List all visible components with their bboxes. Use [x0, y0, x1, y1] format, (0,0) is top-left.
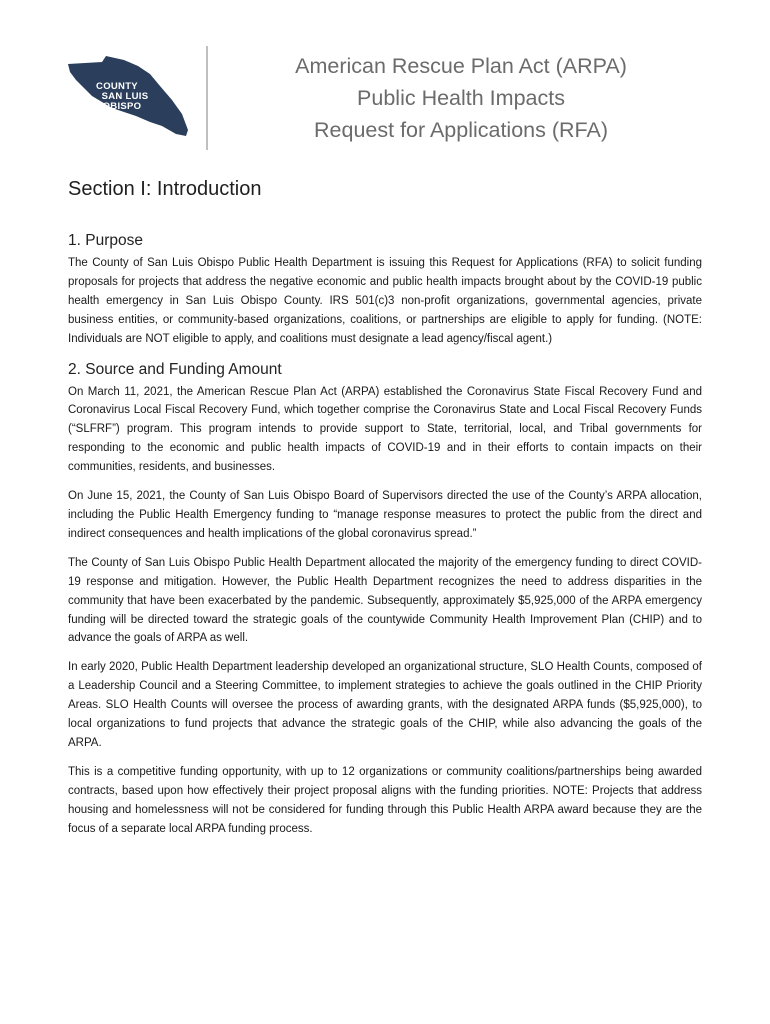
logo-text-line1: COUNTY: [96, 81, 138, 92]
title-line-1: American Rescue Plan Act (ARPA): [295, 54, 627, 78]
document-title: [238, 50, 684, 146]
county-logo: [64, 56, 192, 142]
funding-paragraph-2: On June 15, 2021, the County of San Luis Obispo Board of Supervisors directed the use of the County’s ARPA allocation, including the Public Health Emergency funding to “manage response measures to protect the public from the direct and indirect consequences and health implications of the global coronavirus spread.”: [68, 490, 702, 540]
document-header: [0, 0, 770, 160]
purpose-paragraph: The County of San Luis Obispo Public Health Department is issuing this Request for Applications (RFA) to solicit funding proposals for projects that address the negative economic and public health impacts brought about by the COVID-19 public health emergency in San Luis Obispo County. IRS 501(c)3 non-profit organizations, governmental agencies, private business entities, or community-based organizations, coalitions, or partnerships are eligible to apply for funding. (NOTE: Individuals are NOT eligible to apply, and coalitions must designate a lead agency/fiscal agent.): [68, 257, 702, 345]
logo-text-line3: OBISPO: [102, 101, 142, 112]
funding-paragraph-4: In early 2020, Public Health Department leadership developed an organizational structure, SLO Health Counts, composed of a Leadership Council and a Steering Committee, to implement strategies to achieve the goals outlined in the CHIP Priority Areas. SLO Health Counts will oversee the process of awarding grants, with the designated ARPA funds ($5,925,000), to local organizations to fund projects that advance the strategic goals of the CHIP, while also advancing the goals of the ARPA.: [68, 661, 702, 749]
funding-heading: 2. Source and Funding Amount: [68, 360, 282, 378]
title-line-2: Public Health Impacts: [357, 86, 565, 110]
funding-paragraph-5: This is a competitive funding opportunity, with up to 12 organizations or community coalitions/partnerships being awarded contracts, based upon how effectively their project proposal aligns with the funding priorities. NOTE: Projects that address housing and homelessness will not be considered for funding through this Public Health ARPA award because they are the focus of a separate local ARPA funding process.: [68, 765, 702, 835]
purpose-heading: 1. Purpose: [68, 232, 143, 249]
funding-paragraph-3: The County of San Luis Obispo Public Health Department allocated the majority of the emergency funding to direct COVID-19 response and mitigation. However, the Public Health Department recognizes the need to address disparities in the community that have been exacerbated by the pandemic. Subsequently, approximately $5,925,000 of the ARPA emergency funding will be directed toward the strategic goals of the countywide Community Health Improvement Plan (CHIP) and to advance the goals of ARPA as well.: [68, 556, 702, 645]
section-heading: Section I: Introduction: [68, 178, 262, 200]
funding-paragraph-1: On March 11, 2021, the American Rescue Plan Act (ARPA) established the Coronavirus State Fiscal Recovery Fund and Coronavirus Local Fiscal Recovery Fund, which together comprise the Coronavirus State and Local Fiscal Recovery Funds (“SLFRF”) program. This program intends to provide support to State, territorial, local, and Tribal governments for responding to the economic and public health impacts of COVID-19 and in their efforts to contain impacts on their communities, residents, and businesses.: [68, 385, 702, 474]
document-body: [68, 174, 702, 848]
title-line-3: Request for Applications (RFA): [314, 118, 608, 142]
header-divider: [206, 46, 208, 150]
logo-text-line2: SAN LUIS: [101, 91, 149, 102]
